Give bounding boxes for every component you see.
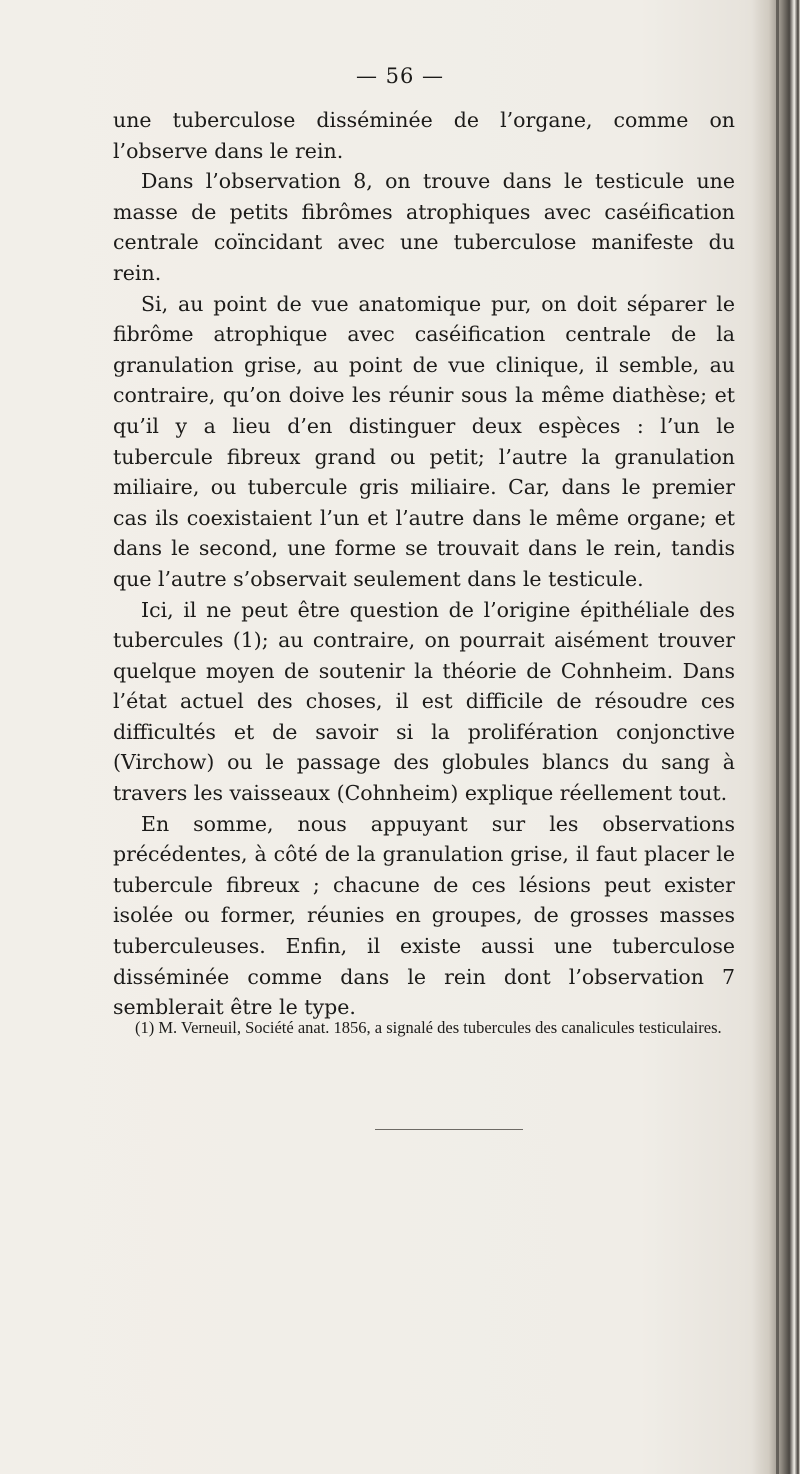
body-text (113, 105, 735, 1023)
page-number: — 56 — (355, 64, 445, 88)
paragraph-anatomic-vs-clinical: Si, au point de vue anatomique pur, on doit séparer le fibrôme atrophique avec caséification centrale de la granulation grise, au point de vue clinique, il semble, au contraire, qu’on doive les réunir sous la même diathèse; et qu’il y a lieu d’en distinguer deux espèces : l’un le tubercule fibreux grand ou petit; l’autre la granulation miliaire, ou tubercule gris miliaire. Car, dans le premier cas ils coexistaient l’un et l’autre dans le même organe; et dans le second, une forme se trouvait dans le rein, tandis que l’autre s’observait seulement dans le testicule. (113, 291, 735, 591)
end-rule (375, 1129, 523, 1130)
paragraph-observation-8: Dans l’observation 8, on trouve dans le testicule une masse de petits fibrômes atrophiques avec caséification centrale coïncidant avec une tuberculose manifeste du rein. (113, 169, 735, 285)
book-binding-edge (752, 0, 800, 1474)
footnote: (1) M. Verneuil, Société anat. 1856, a signalé des tubercules des canalicules testiculaires. (135, 1018, 722, 1037)
paragraph-origin-theory: Ici, il ne peut être question de l’origine épithéliale des tubercules (1); au contraire, on pourrait aisément trouver quelque moyen de soutenir la théorie de Cohnheim. Dans l’état actuel des choses, il est difficile de résoudre ces difficultés et de savoir si la prolifération conjonctive (Virchow) ou le passage des globules blancs du sang à travers les vaisseaux (Cohnheim) explique réellement tout. (113, 597, 735, 806)
paragraph-continuation: une tuberculose disséminée de l’organe, comme on l’observe dans le rein. (113, 108, 735, 163)
paragraph-conclusion: En somme, nous appuyant sur les observations précédentes, à côté de la granulation grise, il faut placer le tubercule fibreux ; chacune de ces lésions peut exister isolée ou former, réunies en groupes, de grosses masses tuberculeuses. Enfin, il existe aussi une tuberculose disséminée comme dans le rein dont l’observation 7 semblerait être le type. (113, 811, 735, 1020)
